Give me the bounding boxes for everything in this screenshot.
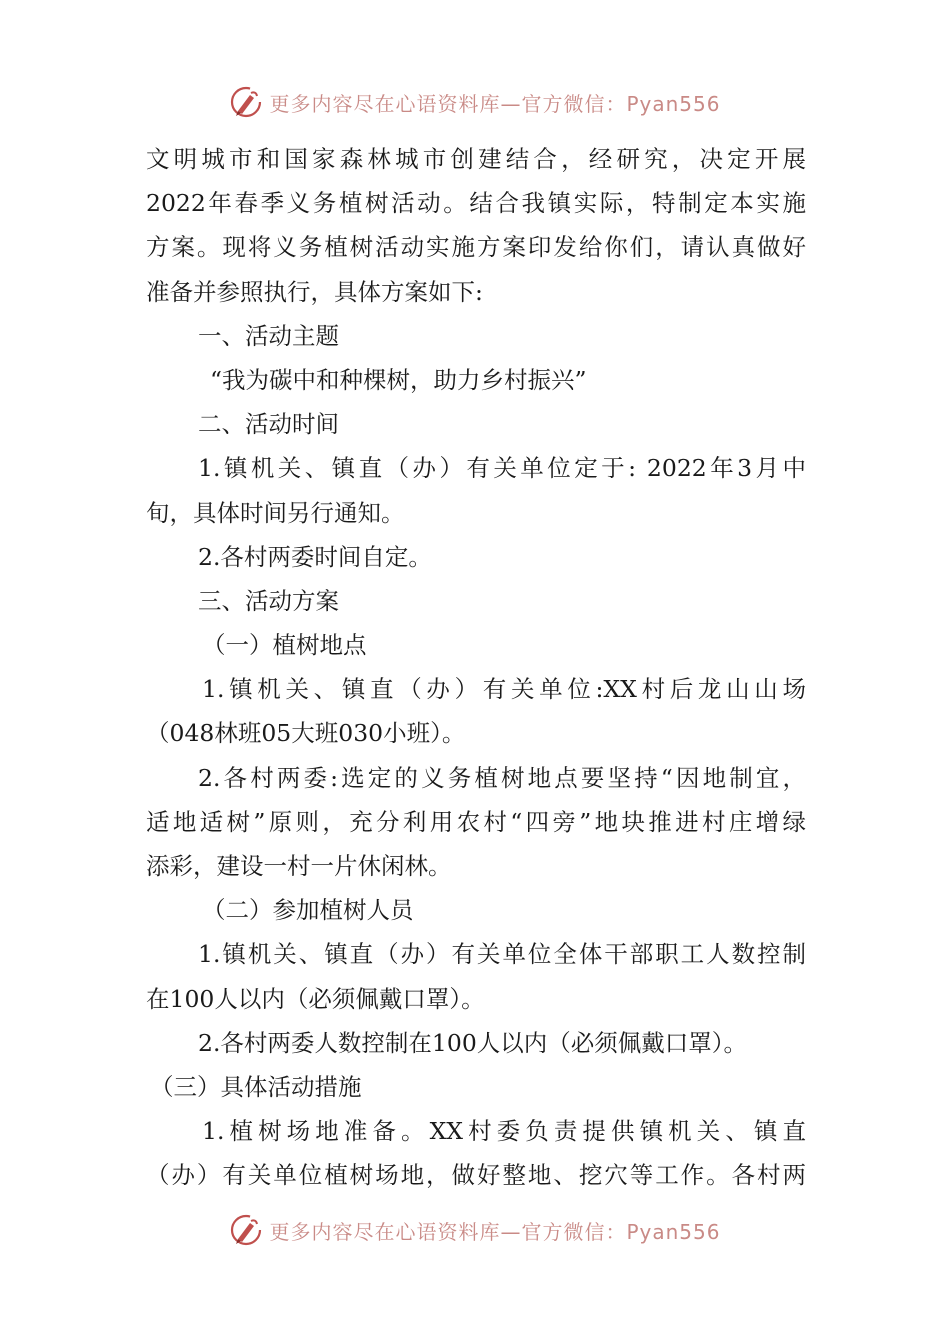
watermark-text: 更多内容尽在心语资料库—官方微信：Pyan556 (269, 1219, 721, 1244)
section-heading: 二、活动时间 (198, 410, 339, 439)
section-heading: 三、活动方案 (198, 586, 339, 615)
paragraph-line: 2.各村两委时间自定。 (198, 542, 432, 571)
paragraph-line: 文明城市和国家森林城市创建结合，经研究，决定开展 (146, 145, 806, 173)
paragraph-line: 2.各村两委:选定的义务植树地点要坚持“因地制宜， (198, 763, 806, 792)
subsection-heading: （三）具体活动措施 (150, 1072, 362, 1101)
paragraph-line: 1.植树场地准备。XX村委负责提供镇机关、镇直 (202, 1117, 806, 1146)
paragraph-line: 在100人以内（必须佩戴口罩）。 (146, 984, 485, 1013)
paragraph-line: （048林班05大班030小班）。 (146, 719, 466, 748)
paragraph-line: 2.各村两委人数控制在100人以内（必须佩戴口罩）。 (198, 1028, 748, 1057)
pen-circle-logo-icon (229, 85, 263, 119)
paragraph-line: 添彩，建设一村一片休闲林。 (146, 852, 452, 880)
paragraph-line: 2022年春季义务植树活动。结合我镇实际，特制定本实施 (146, 189, 806, 218)
paragraph-line: 准备并参照执行，具体方案如下: (146, 277, 483, 306)
paragraph-line: 适地适树”原则，充分利用农村“四旁”地块推进村庄增绿 (146, 807, 806, 836)
paragraph-line: 方案。现将义务植树活动实施方案印发给你们，请认真做好 (146, 233, 806, 262)
paragraph-line: 1.镇机关、镇直（办）有关单位定于: 2022年3月中 (198, 454, 806, 483)
watermark-banner-bottom (0, 1210, 950, 1250)
subsection-heading: （二）参加植树人员 (202, 896, 414, 925)
watermark-text: 更多内容尽在心语资料库—官方微信：Pyan556 (269, 91, 721, 116)
watermark-banner-top (0, 82, 950, 122)
paragraph-line: 1.镇机关、镇直（办）有关单位:XX村后龙山山场 (202, 675, 806, 704)
paragraph-line: 1.镇机关、镇直（办）有关单位全体干部职工人数控制 (198, 940, 806, 969)
section-heading: 一、活动主题 (198, 321, 339, 350)
paragraph-line: （办）有关单位植树场地，做好整地、挖穴等工作。各村两 (146, 1161, 806, 1190)
theme-slogan: “我为碳中和种棵树，助力乡村振兴” (210, 365, 587, 394)
document-body (146, 137, 806, 1198)
subsection-heading: （一）植树地点 (202, 631, 367, 660)
pen-circle-logo-icon (229, 1213, 263, 1247)
paragraph-line: 旬，具体时间另行通知。 (146, 498, 405, 527)
